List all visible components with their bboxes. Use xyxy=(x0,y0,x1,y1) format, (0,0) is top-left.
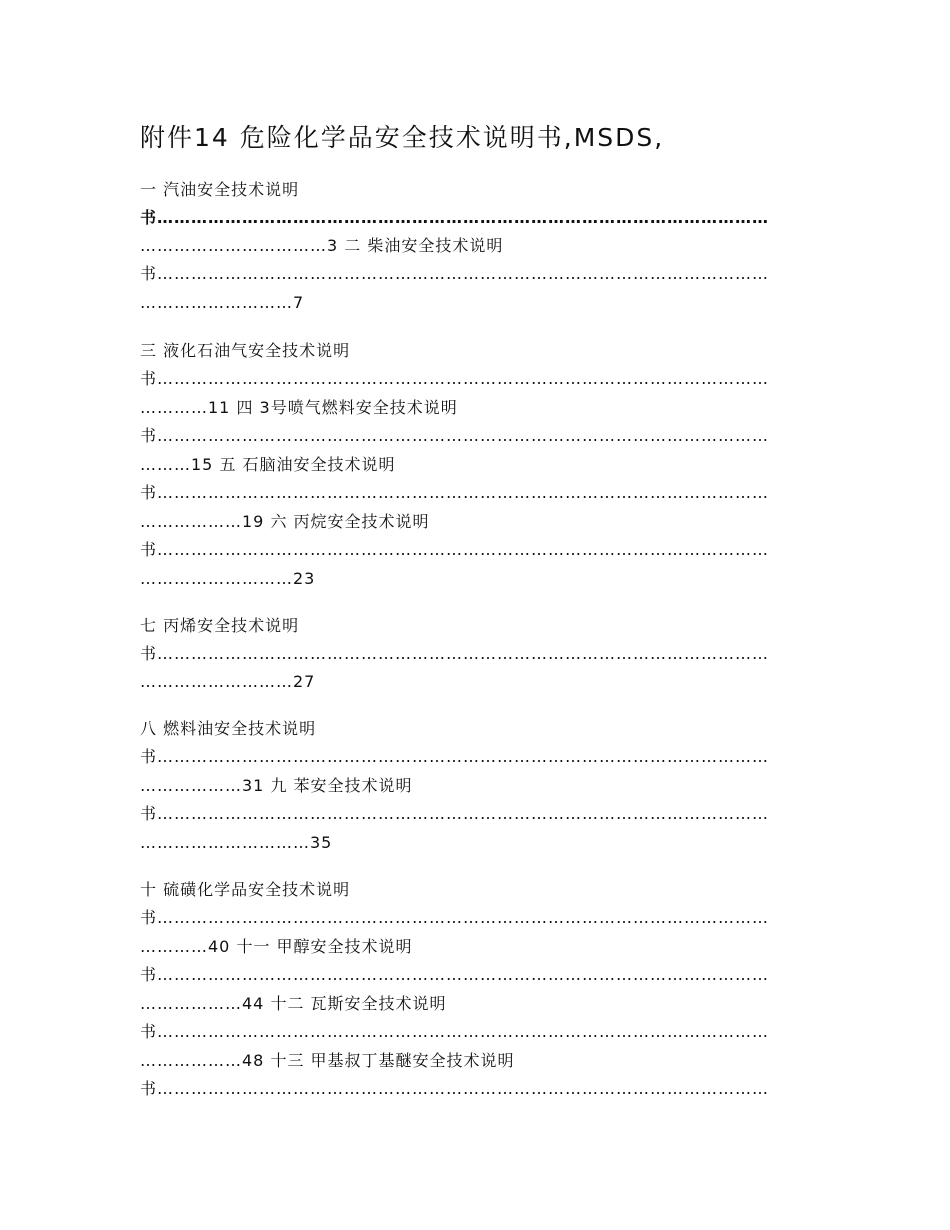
toc-line: 书……………………………………………………………………………………………… xyxy=(140,264,769,283)
toc-line: 书……………………………………………………………………………………………… xyxy=(140,965,769,984)
toc-line: 书……………………………………………………………………………………………… xyxy=(140,369,769,388)
toc-line: 书……………………………………………………………………………………………… xyxy=(140,208,769,227)
toc-line: 书……………………………………………………………………………………………… xyxy=(140,426,769,445)
toc-line: 书……………………………………………………………………………………………… xyxy=(140,540,769,559)
toc-line: 三 液化石油气安全技术说明 xyxy=(140,341,351,360)
toc-line: ………………………27 xyxy=(140,672,316,691)
toc-line: ………15 五 石脑油安全技术说明 xyxy=(140,455,396,474)
toc-line: 书……………………………………………………………………………………………… xyxy=(140,747,769,766)
toc-line: ………………………23 xyxy=(140,569,316,588)
toc-line: ………………48 十三 甲基叔丁基醚安全技术说明 xyxy=(140,1051,515,1070)
toc-line: 书……………………………………………………………………………………………… xyxy=(140,644,769,663)
toc-line: ………………44 十二 瓦斯安全技术说明 xyxy=(140,994,447,1013)
toc-line: 七 丙烯安全技术说明 xyxy=(140,616,300,635)
toc-line: 书……………………………………………………………………………………………… xyxy=(140,908,769,927)
toc-line: ……………………………3 二 柴油安全技术说明 xyxy=(140,236,504,255)
toc-line: ………………19 六 丙烷安全技术说明 xyxy=(140,512,430,531)
toc-line: 八 燃料油安全技术说明 xyxy=(140,719,317,738)
toc-line: ………………………7 xyxy=(140,293,305,312)
toc-line: ………………31 九 苯安全技术说明 xyxy=(140,776,413,795)
toc-line: 书……………………………………………………………………………………………… xyxy=(140,1022,769,1041)
document-title: 附件14 危险化学品安全技术说明书,MSDS, xyxy=(140,123,665,152)
toc-line: 书……………………………………………………………………………………………… xyxy=(140,483,769,502)
toc-line: …………………………35 xyxy=(140,833,333,852)
toc-line: 书……………………………………………………………………………………………… xyxy=(140,804,769,823)
toc-line: 一 汽油安全技术说明 xyxy=(140,180,300,199)
toc-line: 十 硫磺化学品安全技术说明 xyxy=(140,880,351,899)
toc-line: …………40 十一 甲醇安全技术说明 xyxy=(140,937,413,956)
toc-line: …………11 四 3号喷气燃料安全技术说明 xyxy=(140,398,458,417)
toc-line: 书……………………………………………………………………………………………… xyxy=(140,1079,769,1098)
